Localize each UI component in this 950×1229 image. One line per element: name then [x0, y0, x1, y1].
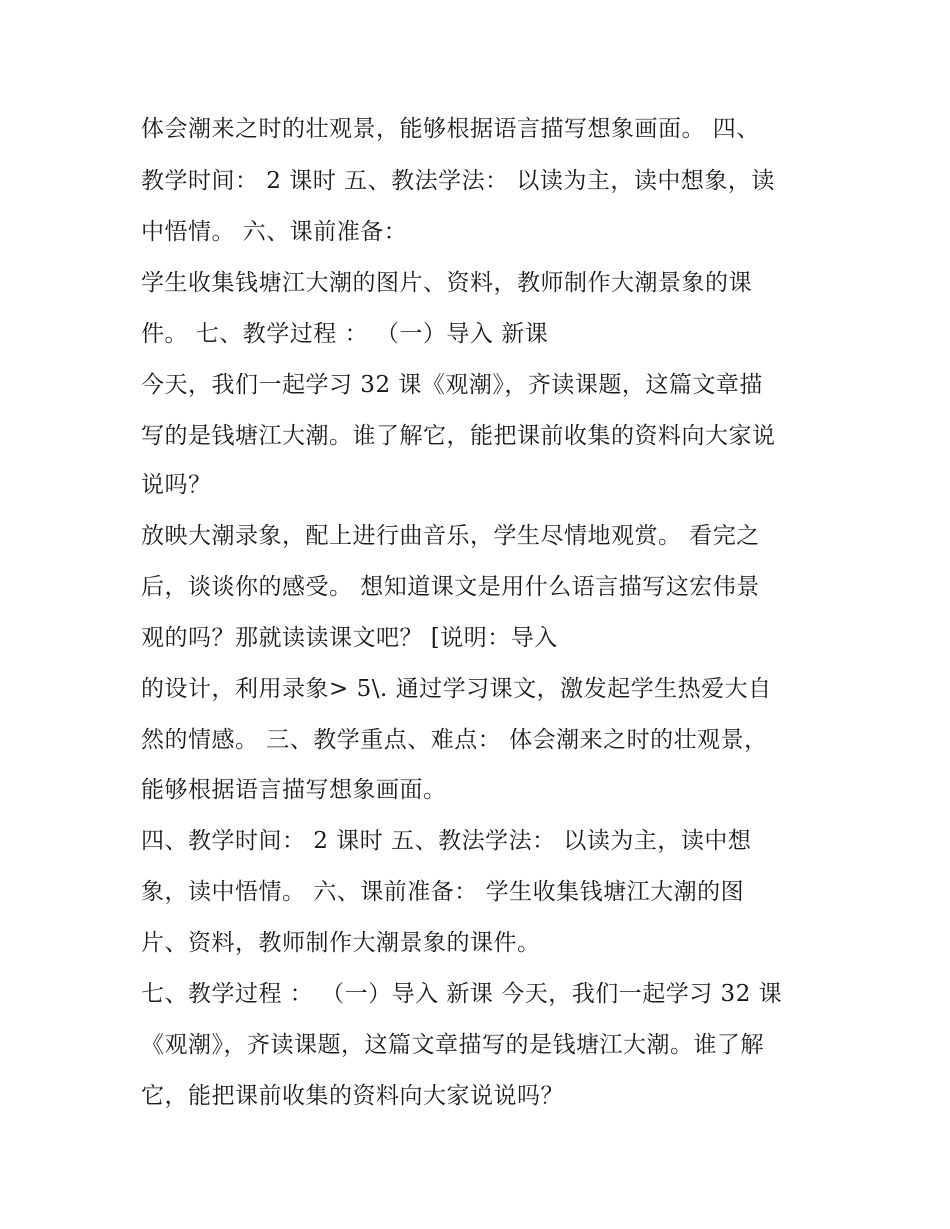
text-line: 四、教学时间： 2 课时 五、教法学法： 以读为主，读中想 [141, 828, 752, 854]
text-line: 象，读中悟情。 六、课前准备： 学生收集钱塘江大潮的图 [141, 879, 745, 905]
text-line: 它，能把课前收集的资料向大家说说吗？ [141, 1083, 564, 1109]
text-line: 中悟情。 六、课前准备： [141, 219, 408, 245]
text-line: 片、资料，教师制作大潮景象的课件。 [141, 930, 541, 956]
text-line: 能够根据语言描写想象画面。 [141, 777, 447, 803]
text-line: 写的是钱塘江大潮。谁了解它，能把课前收集的资料向大家说 [141, 423, 776, 449]
text-line: 今天，我们一起学习 32 课《观潮》，齐读课题，这篇文章描 [141, 372, 763, 398]
text-line: 件。 七、教学过程 ： （一）导入 新课 [141, 321, 549, 347]
text-line: 七、教学过程 ： （一）导入 新课 今天，我们一起学习 32 课 [141, 981, 783, 1007]
text-line: 的设计，利用录象> 5\. 通过学习课文，激发起学生热爱大自 [141, 676, 772, 702]
text-line: 后，谈谈你的感受。 想知道课文是用什么语言描写这宏伟景 [141, 574, 760, 600]
text-line: 说吗？ [141, 472, 212, 498]
text-line: 观的吗？那就读读课文吧？ [说明：导入 [141, 625, 558, 651]
text-line: 教学时间： 2 课时 五、教法学法： 以读为主，读中想象，读 [141, 168, 775, 194]
text-line: 《观潮》，齐读课题，这篇文章描写的是钱塘江大潮。谁了解 [141, 1032, 764, 1058]
text-line: 体会潮来之时的壮观景，能够根据语言描写想象画面。 四、 [141, 116, 760, 142]
text-line: 放映大潮录象，配上进行曲音乐，学生尽情地观赏。 看完之 [141, 523, 760, 549]
text-line: 然的情感。 三、教学重点、难点： 体会潮来之时的壮观景， [141, 727, 768, 753]
text-line: 学生收集钱塘江大潮的图片、资料，教师制作大潮景象的课 [141, 270, 752, 296]
